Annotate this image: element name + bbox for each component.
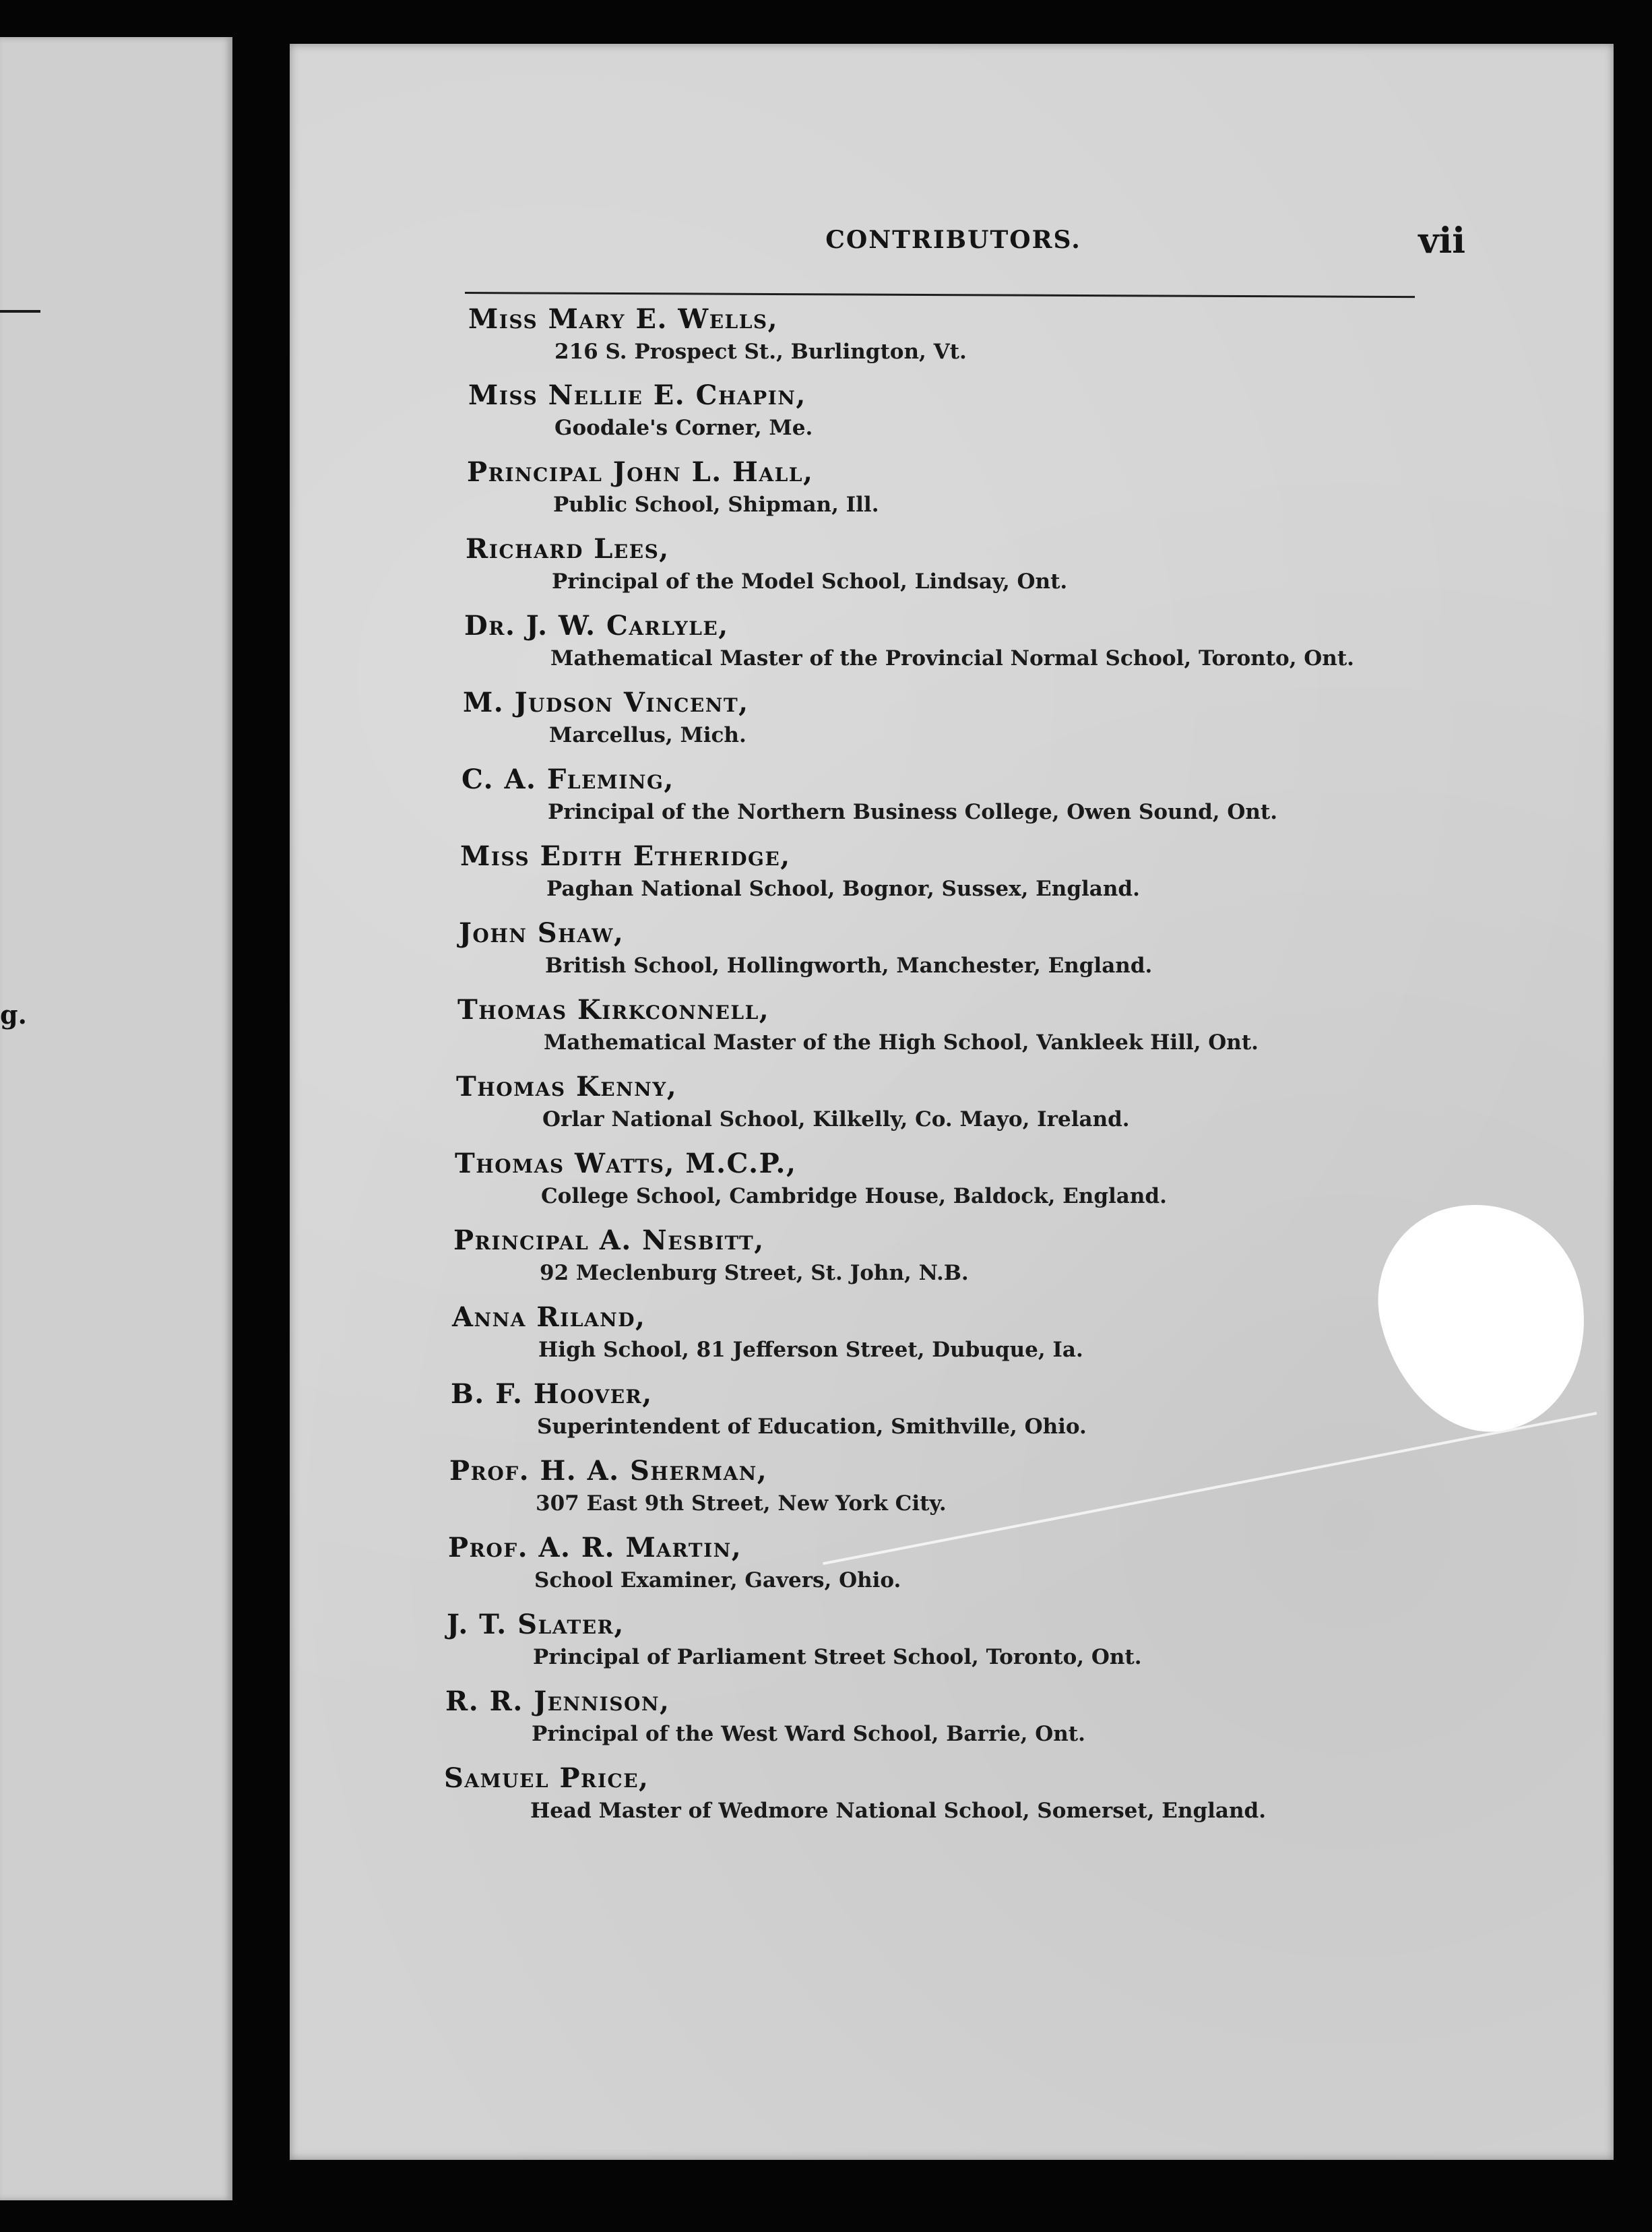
left-page-edge	[0, 37, 232, 2200]
contributor-address: School Examiner, Gavers, Ohio.	[534, 1568, 901, 1592]
contributor-entry	[457, 994, 1468, 1056]
contributor-entry	[462, 764, 1472, 826]
contributor-address: Orlar National School, Kilkelly, Co. Mayo, Ireland.	[542, 1107, 1130, 1132]
page-number: vii	[1418, 220, 1465, 261]
contributor-entry	[459, 917, 1469, 979]
contributor-address: Principal of the Northern Business College, Owen Sound, Ont.	[548, 800, 1278, 824]
contributor-address: 92 Meclenburg Street, St. John, N.B.	[540, 1261, 969, 1285]
contributor-entry	[464, 610, 1475, 672]
left-page-fragment: g.	[0, 999, 27, 1030]
contributor-entry	[451, 1378, 1461, 1440]
contributor-entry	[460, 840, 1471, 902]
contributor-entry	[467, 456, 1478, 518]
contributor-entry	[455, 1148, 1465, 1210]
contributor-name: Samuel Price,	[444, 1762, 649, 1794]
contributor-name: Miss Edith Etheridge,	[460, 840, 791, 872]
contributor-name: Principal A. Nesbitt,	[453, 1224, 765, 1256]
contributor-name: Thomas Watts, M.C.P.,	[455, 1148, 797, 1179]
contributor-address: 307 East 9th Street, New York City.	[536, 1491, 947, 1516]
contributor-name: B. F. Hoover,	[451, 1378, 653, 1410]
contributor-entry	[449, 1455, 1460, 1517]
contributor-name: Thomas Kenny,	[456, 1071, 678, 1103]
contributor-entry	[453, 1224, 1464, 1286]
contributor-address: Marcellus, Mich.	[549, 723, 746, 747]
contributor-name: J. T. Slater,	[447, 1609, 625, 1640]
contributor-name: R. R. Jennison,	[445, 1685, 670, 1717]
contributors-list	[290, 44, 1614, 2160]
contributor-address: College School, Cambridge House, Baldock, England.	[541, 1184, 1167, 1208]
contributor-name: Miss Mary E. Wells,	[468, 303, 779, 335]
running-head: CONTRIBUTORS.	[825, 226, 1081, 254]
contributor-entry	[447, 1609, 1457, 1671]
contributor-address: Paghan National School, Bognor, Sussex, England.	[546, 877, 1140, 901]
contributor-name: John Shaw,	[459, 917, 625, 949]
contributor-address: Goodale's Corner, Me.	[554, 416, 813, 440]
contributor-name: C. A. Fleming,	[462, 764, 674, 795]
contributor-entry	[456, 1071, 1467, 1133]
contributor-address: Mathematical Master of the High School, Vankleek Hill, Ont.	[544, 1030, 1259, 1055]
contributor-entry	[445, 1685, 1456, 1747]
contributor-name: Anna Riland,	[452, 1301, 646, 1333]
book-page	[290, 44, 1614, 2160]
contributor-name: Dr. J. W. Carlyle,	[464, 610, 729, 642]
contributor-name: Principal John L. Hall,	[467, 456, 814, 488]
contributor-name: Miss Nellie E. Chapin,	[468, 379, 806, 411]
contributor-entry	[448, 1532, 1459, 1594]
contributor-entry	[468, 379, 1479, 441]
contributor-name: Prof. H. A. Sherman,	[449, 1455, 768, 1487]
contributor-address: Principal of the West Ward School, Barrie, Ont.	[532, 1722, 1085, 1746]
contributor-entry	[468, 303, 1479, 365]
contributor-entry	[466, 533, 1476, 595]
contributor-address: Head Master of Wedmore National School, Somerset, England.	[530, 1799, 1267, 1823]
contributor-address: Mathematical Master of the Provincial Normal School, Toronto, Ont.	[550, 646, 1354, 671]
contributor-entry	[452, 1301, 1463, 1363]
contributor-name: M. Judson Vincent,	[463, 687, 749, 718]
contributor-entry	[463, 687, 1473, 749]
contributor-name: Richard Lees,	[466, 533, 670, 565]
contributor-address: Principal of the Model School, Lindsay, Ont.	[552, 569, 1068, 594]
contributor-name: Prof. A. R. Martin,	[448, 1532, 742, 1563]
contributor-address: High School, 81 Jefferson Street, Dubuque, Ia.	[538, 1338, 1083, 1362]
contributor-address: Principal of Parliament Street School, Toronto, Ont.	[533, 1645, 1142, 1669]
contributor-address: Public School, Shipman, Ill.	[553, 493, 879, 517]
contributor-address: 216 S. Prospect St., Burlington, Vt.	[554, 340, 967, 364]
contributor-address: British School, Hollingworth, Manchester, England.	[545, 954, 1153, 978]
contributor-entry	[444, 1762, 1455, 1824]
contributor-address: Superintendent of Education, Smithville, Ohio.	[537, 1415, 1087, 1439]
left-page-rule	[0, 310, 40, 313]
contributor-name: Thomas Kirkconnell,	[457, 994, 770, 1026]
